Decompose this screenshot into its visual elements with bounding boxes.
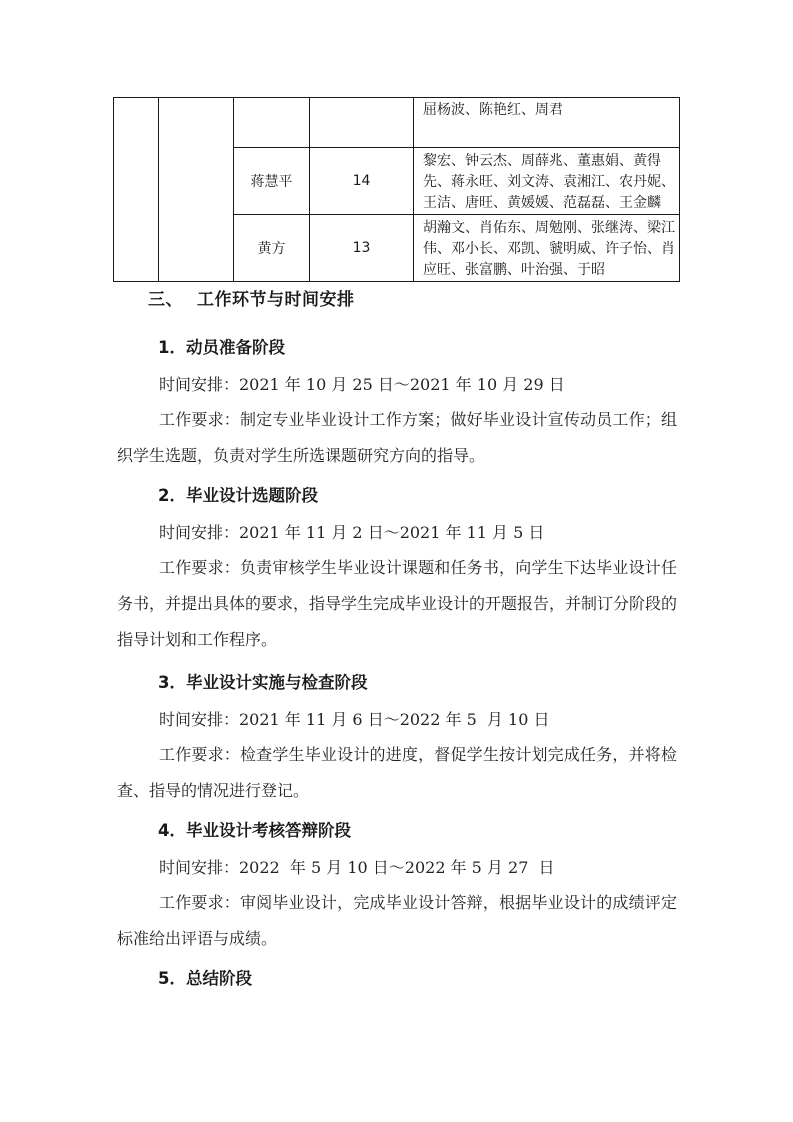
teacher-cell: 蒋慧平 (234, 148, 310, 215)
students-cell (414, 215, 680, 282)
count-cell (310, 98, 414, 148)
table-row (114, 98, 680, 148)
stage-requirement: 工作要求：审阅毕业设计，完成毕业设计答辩，根据毕业设计的成绩评定标准给出评语与成绩。 (117, 893, 677, 948)
students-list: 黎宏、钟云杰、周薛兆、董惠娟、黄得先、蒋永旺、刘文涛、袁湘江、农丹妮、王洁、唐旺、黄媛媛、范磊磊、王金麟 (423, 153, 675, 211)
section-heading (148, 285, 355, 310)
stage-title: 5．总结阶段 (158, 969, 252, 988)
students-list: 胡瀚文、肖佑东、周勉刚、张继涛、梁江伟、邓小长、邓凯、虢明威、许子怡、肖应旺、张富鹏、叶治强、于昭 (423, 220, 675, 278)
section-number: 三、 (148, 290, 183, 310)
stage-title: 1．动员准备阶段 (158, 338, 285, 357)
stage-requirement: 工作要求：负责审核学生毕业设计课题和任务书，向学生下达毕业设计任务书，并提出具体的要求，指导学生完成毕业设计的开题报告，并制订分阶段的指导计划和工作程序。 (117, 558, 678, 649)
teacher-cell (234, 98, 310, 148)
stage-time: 时间安排：2021 年 11 月 2 日～2021 年 11 月 5 日 (159, 523, 545, 542)
students-cell (414, 148, 680, 215)
stage-requirement: 工作要求：制定专业毕业设计工作方案；做好毕业设计宣传动员工作；组织学生选题，负责对学生所选课题研究方向的指导。 (117, 410, 677, 465)
table-cell-blank (159, 98, 234, 282)
teacher-student-table (113, 97, 680, 282)
stage-time: 时间安排：2021 年 11 月 6 日～2022 年 5 月 10 日 (159, 710, 550, 729)
stage-requirement: 工作要求：检查学生毕业设计的进度，督促学生按计划完成任务，并将检查、指导的情况进行登记。 (117, 745, 677, 800)
stage-title: 3．毕业设计实施与检查阶段 (158, 673, 368, 692)
students-cell (414, 98, 680, 148)
table-cell-blank (114, 98, 159, 282)
stage-title: 4．毕业设计考核答辩阶段 (158, 821, 351, 840)
count-cell: 14 (310, 148, 414, 215)
stage-time: 时间安排：2022 年 5 月 10 日～2022 年 5 月 27 日 (159, 858, 555, 877)
students-list: 屈杨波、陈艳红、周君 (423, 102, 563, 118)
stage-title: 2．毕业设计选题阶段 (158, 486, 318, 505)
count-cell: 13 (310, 215, 414, 282)
section-title: 工作环节与时间安排 (197, 290, 355, 310)
teacher-cell: 黄方 (234, 215, 310, 282)
stage-time: 时间安排：2021 年 10 月 25 日～2021 年 10 月 29 日 (159, 375, 565, 394)
